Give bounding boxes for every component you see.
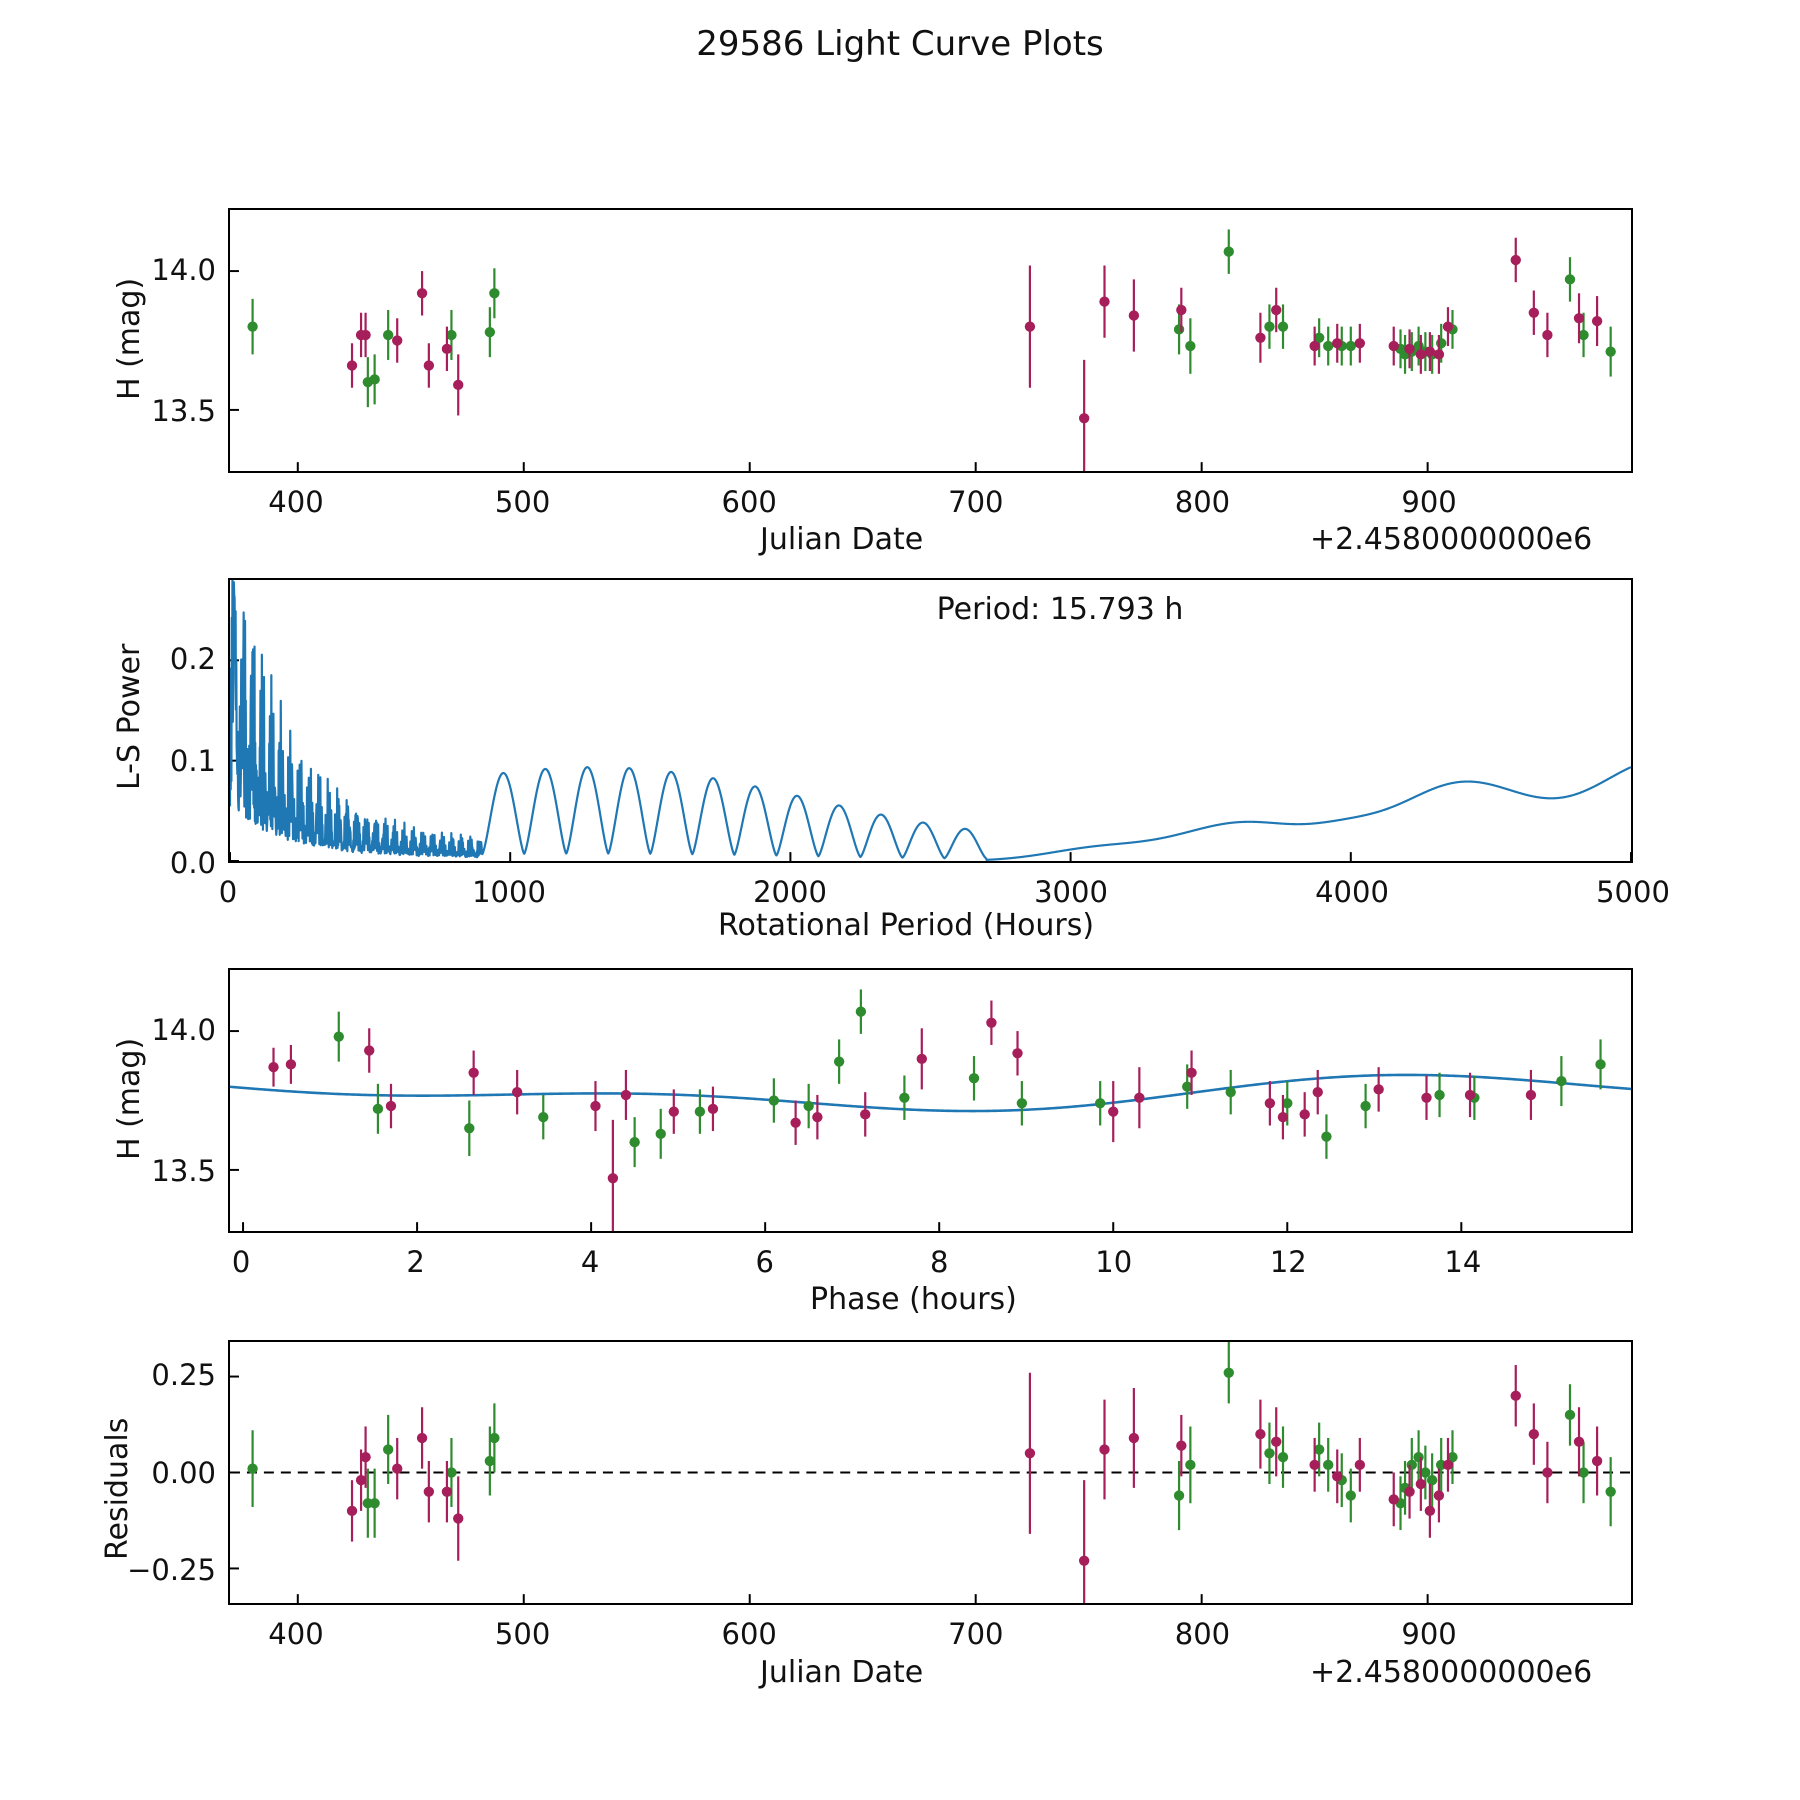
light-curve-xtick: 800 [1174, 485, 1231, 519]
phase-folded-xtick: 0 [231, 1245, 251, 1279]
residuals-xtick: 900 [1401, 1617, 1457, 1651]
x-offset-residuals: +2.4580000000e6 [1310, 1655, 1593, 1690]
residuals-xtick: 600 [721, 1617, 777, 1651]
ylabel-periodogram: L-S Power [112, 643, 147, 790]
phase-folded-xtick: 12 [1269, 1245, 1307, 1279]
light-curve-xtick: 600 [721, 485, 777, 519]
phase-folded-ytick: 14.0 [151, 1013, 216, 1048]
ylabel-light-curve: H (mag) [112, 277, 147, 400]
axes-periodogram [228, 578, 1633, 863]
light-curve-ytick: 14.0 [151, 253, 216, 288]
residuals-xtick: 700 [948, 1617, 1004, 1651]
phase-folded-xtick: 4 [580, 1245, 600, 1279]
periodogram-line [230, 580, 1631, 860]
series-magenta-filter [347, 1365, 1602, 1603]
phase-fit-curve [230, 1075, 1631, 1111]
phase-folded-xtick: 6 [755, 1245, 774, 1279]
axes-light-curve [228, 208, 1633, 473]
xlabel-residuals: Julian Date [760, 1655, 924, 1690]
axes-phase-folded [228, 968, 1633, 1233]
ylabel-phase-folded: H (mag) [112, 1037, 147, 1160]
light-curve-xtick: 400 [268, 485, 324, 519]
period-annotation: Period: 15.793 h [936, 592, 1184, 627]
ylabel-residuals: Residuals [100, 1417, 135, 1560]
series-green-filter [247, 229, 1615, 407]
residuals-ytick: 0.00 [151, 1455, 216, 1490]
periodogram-ytick: 0.1 [169, 744, 216, 779]
periodogram-xtick: 2000 [753, 875, 827, 909]
axes-residuals [228, 1340, 1633, 1605]
series-green-filter [334, 989, 1606, 1167]
phase-folded-xtick: 2 [406, 1245, 425, 1279]
periodogram-ytick: 0.0 [169, 846, 216, 880]
residuals-xtick: 800 [1174, 1617, 1231, 1651]
light-curve-xtick: 500 [494, 485, 551, 519]
series-magenta-filter [268, 1001, 1536, 1231]
periodogram-xtick: 5000 [1596, 875, 1670, 909]
figure-title: 29586 Light Curve Plots [696, 24, 1104, 64]
residuals-xtick: 500 [494, 1617, 551, 1651]
phase-folded-xtick: 10 [1095, 1245, 1133, 1279]
phase-folded-xtick: 14 [1444, 1245, 1482, 1279]
residuals-ytick: 0.25 [151, 1358, 216, 1393]
periodogram-xtick: 1000 [472, 875, 546, 909]
phase-folded-xtick: 8 [929, 1245, 949, 1279]
light-curve-ytick: 13.5 [151, 393, 216, 428]
residuals-xtick: 400 [268, 1617, 324, 1651]
periodogram-xtick: 0 [218, 875, 238, 909]
phase-folded-ytick: 13.5 [151, 1153, 216, 1188]
xlabel-phase-folded: Phase (hours) [810, 1282, 1017, 1317]
light-curve-xtick: 700 [948, 485, 1004, 519]
periodogram-xtick: 3000 [1034, 875, 1108, 909]
residuals-ytick: −0.25 [127, 1552, 216, 1587]
panel-residuals [228, 1340, 1633, 1605]
x-offset-light-curve: +2.4580000000e6 [1310, 522, 1593, 557]
periodogram-xtick: 4000 [1315, 875, 1389, 909]
panel-phase-folded [228, 968, 1633, 1233]
xlabel-light-curve: Julian Date [760, 522, 924, 557]
panel-periodogram [228, 578, 1633, 863]
light-curve-xtick: 900 [1401, 485, 1457, 519]
panel-light-curve [228, 208, 1633, 473]
xlabel-periodogram: Rotational Period (Hours) [718, 908, 1095, 943]
periodogram-ytick: 0.2 [169, 642, 216, 677]
